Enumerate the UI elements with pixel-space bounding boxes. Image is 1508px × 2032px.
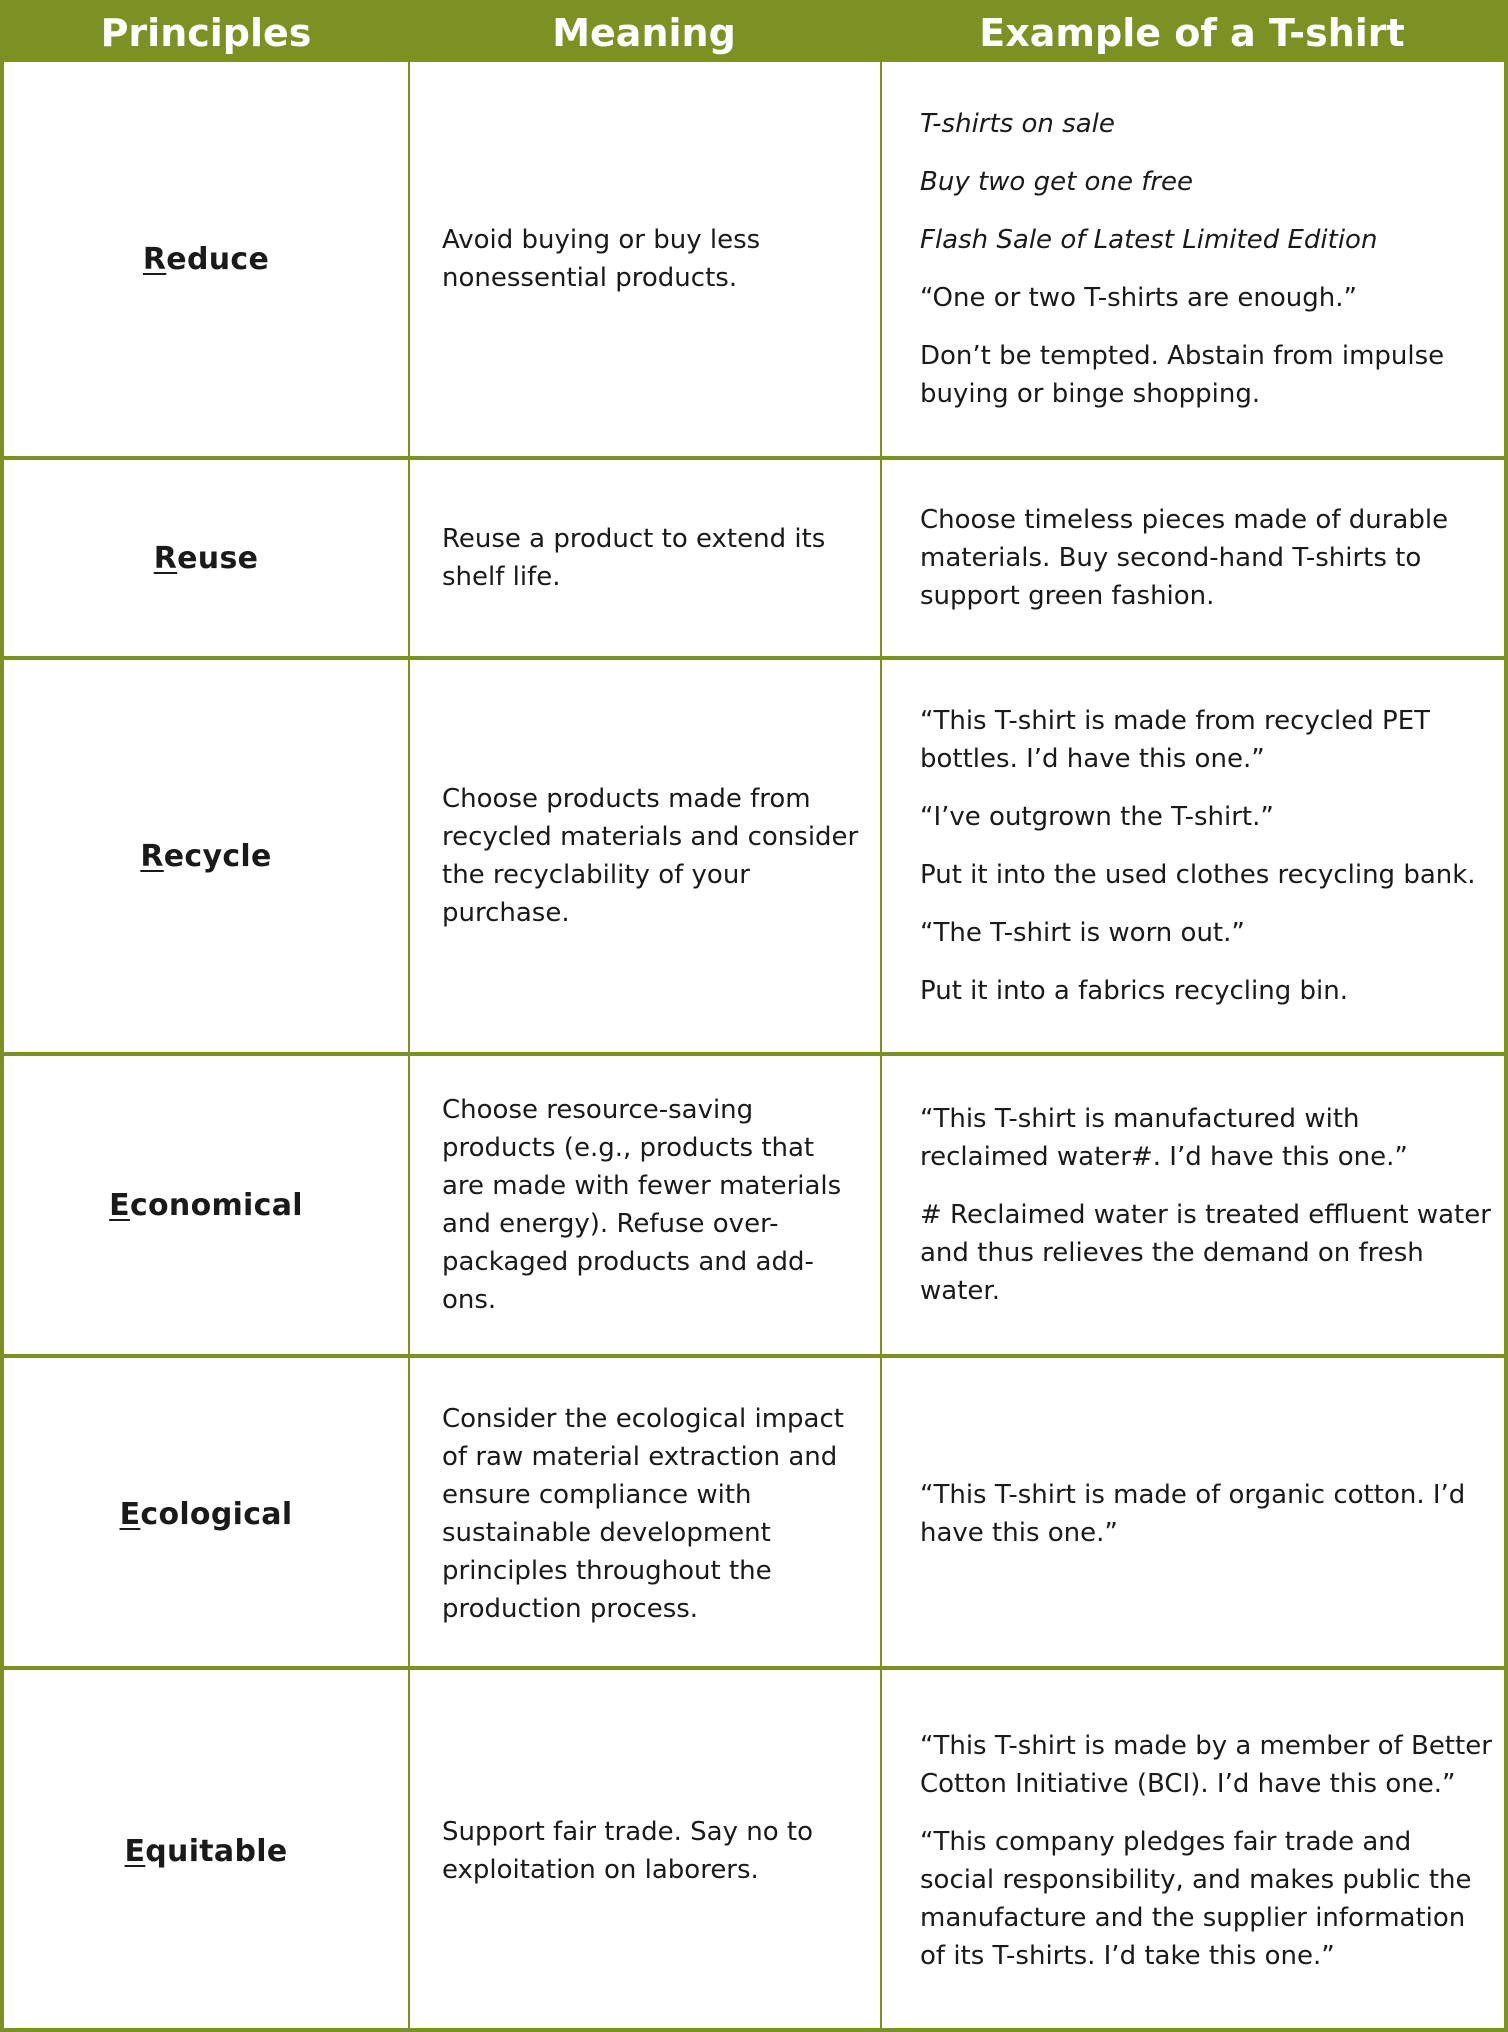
- example-text: Put it into a fabrics recycling bin.: [920, 976, 1348, 1006]
- meaning-cell: [408, 62, 880, 456]
- principle-cell: [4, 460, 408, 656]
- table-row: [4, 456, 1504, 656]
- principle-initial: R: [153, 540, 178, 576]
- table-row: [4, 1666, 1504, 2032]
- example-text: T-shirts on sale: [920, 109, 1115, 139]
- principle-initial: R: [142, 241, 167, 277]
- example-text: Choose timeless pieces made of durable materials. Buy second-hand T-shirts to support green fashion.: [920, 505, 1449, 611]
- meaning-cell: [408, 1670, 880, 2032]
- principle-rest: quitable: [145, 1833, 288, 1869]
- principle-name: [124, 1834, 287, 1869]
- principle-name: [154, 541, 259, 576]
- meaning-text: Choose resource-saving products (e.g., products that are made with fewer materials and energy). Refuse over-packaged products and add-ons.: [442, 1095, 842, 1315]
- principle-initial: R: [140, 838, 164, 874]
- principle-cell: [4, 660, 408, 1052]
- meaning-text: Consider the ecological impact of raw material extraction and ensure compliance with sustainable development principles throughout the production process.: [442, 1404, 844, 1624]
- table-row: [4, 1354, 1504, 1670]
- meaning-cell: [408, 460, 880, 656]
- example-text: # Reclaimed water is treated effluent water and thus relieves the demand on fresh water.: [920, 1200, 1491, 1306]
- example-text: “This T-shirt is made of organic cotton. I’d have this one.”: [920, 1480, 1466, 1548]
- principle-rest: ecycle: [163, 838, 272, 874]
- principle-rest: conomical: [129, 1187, 303, 1223]
- meaning-cell: [408, 1056, 880, 1354]
- example-cell: [880, 460, 1504, 656]
- header-principles: Principles: [100, 11, 312, 55]
- example-cell: [880, 62, 1504, 456]
- example-text: “I’ve outgrown the T-shirt.”: [920, 802, 1274, 832]
- example-cell: [880, 1056, 1504, 1354]
- principle-name: [140, 839, 271, 874]
- example-cell: [880, 660, 1504, 1052]
- principle-initial: E: [109, 1187, 130, 1223]
- principle-cell: [4, 1056, 408, 1354]
- example-text: “This T-shirt is made from recycled PET bottles. I’d have this one.”: [920, 706, 1431, 774]
- example-text: Put it into the used clothes recycling bank.: [920, 860, 1476, 890]
- example-text: “This T-shirt is manufactured with reclaimed water#. I’d have this one.”: [920, 1104, 1408, 1172]
- principle-cell: [4, 62, 408, 456]
- table-row: [4, 62, 1504, 456]
- principle-rest: euse: [177, 540, 259, 576]
- example-text: “The T-shirt is worn out.”: [920, 918, 1245, 948]
- meaning-text: Reuse a product to extend its shelf life.: [442, 524, 826, 592]
- principle-name: [109, 1188, 303, 1223]
- principle-initial: E: [124, 1833, 146, 1869]
- principle-name: [143, 242, 269, 277]
- meaning-cell: [408, 660, 880, 1052]
- example-text: Buy two get one free: [920, 167, 1194, 197]
- table-row: [4, 1052, 1504, 1354]
- principle-cell: [4, 1358, 408, 1670]
- principle-rest: educe: [166, 241, 270, 277]
- principle-initial: E: [119, 1496, 141, 1532]
- meaning-cell: [408, 1358, 880, 1670]
- principle-rest: cological: [140, 1496, 293, 1532]
- example-cell: [880, 1358, 1504, 1670]
- example-cell: [880, 1670, 1504, 2032]
- example-text: “One or two T-shirts are enough.”: [920, 283, 1357, 313]
- example-text: “This company pledges fair trade and social responsibility, and makes public the manufacture and the supplier information of its T-shirts. I’d take this one.”: [920, 1827, 1472, 1971]
- example-text: Don’t be tempted. Abstain from impulse buying or binge shopping.: [920, 341, 1445, 409]
- example-text: “This T-shirt is made by a member of Better Cotton Initiative (BCI). I’d have this one.”: [920, 1731, 1492, 1799]
- table-header: [4, 4, 1504, 62]
- example-text: Flash Sale of Latest Limited Edition: [920, 225, 1378, 255]
- meaning-text: Support fair trade. Say no to exploitation on laborers.: [442, 1817, 813, 1885]
- principle-name: [120, 1497, 293, 1532]
- meaning-text: Avoid buying or buy less nonessential products.: [442, 225, 761, 293]
- meaning-text: Choose products made from recycled materials and consider the recyclability of your purchase.: [442, 784, 859, 928]
- header-meaning: Meaning: [552, 11, 736, 55]
- header-example: Example of a T-shirt: [979, 11, 1405, 55]
- principle-cell: [4, 1670, 408, 2032]
- table-row: [4, 656, 1504, 1052]
